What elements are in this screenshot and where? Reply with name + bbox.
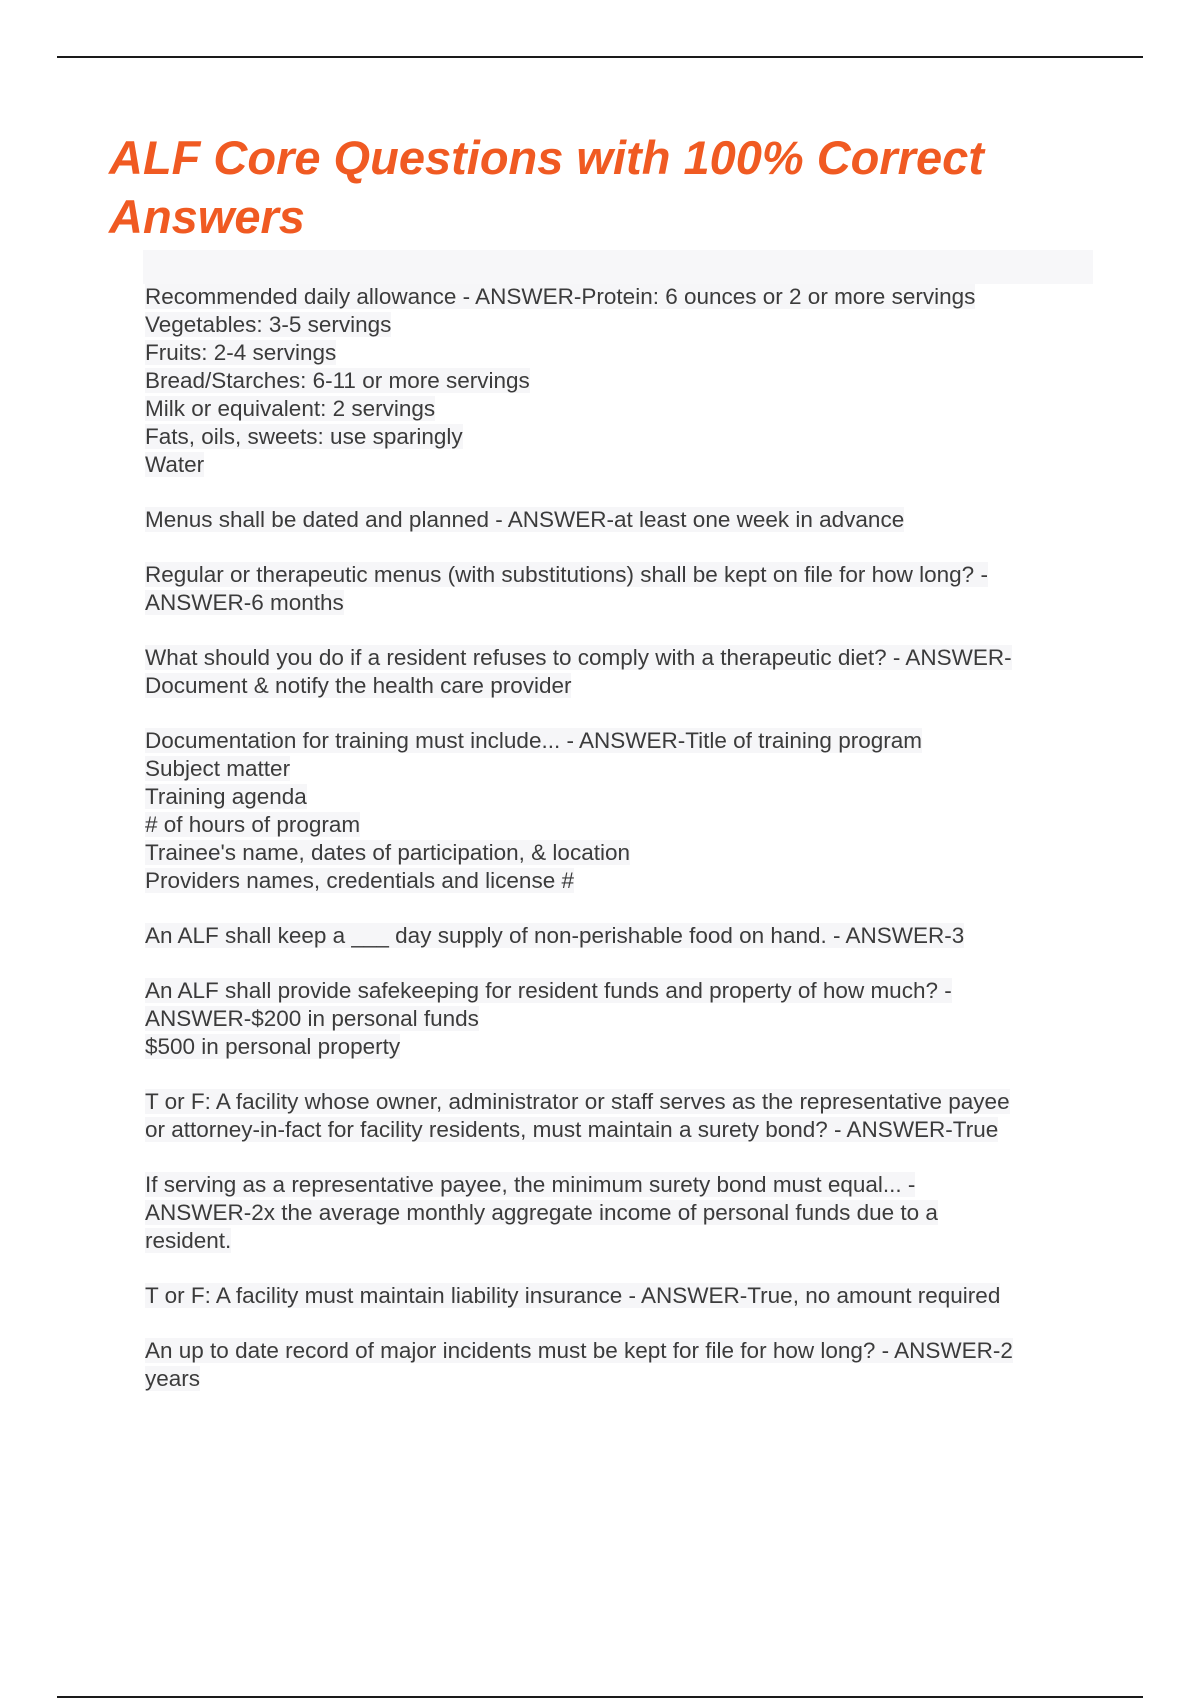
qa-line (145, 1282, 1105, 1310)
qa-line-text: or attorney-in-fact for facility residents, must maintain a surety bond? - ANSWER-True (145, 1117, 999, 1142)
qa-line-text: Training agenda (145, 784, 307, 809)
qa-line-text: An ALF shall provide safekeeping for resident funds and property of how much? - (145, 978, 952, 1003)
qa-line (145, 839, 1105, 867)
qa-line (145, 506, 1105, 534)
qa-line (145, 1033, 1105, 1061)
qa-line-text: Regular or therapeutic menus (with substitutions) shall be kept on file for how long? - (145, 562, 988, 587)
qa-line-text: An up to date record of major incidents must be kept for file for how long? - ANSWER-2 (145, 1338, 1013, 1363)
qa-line (145, 977, 1105, 1005)
qa-line-text: ANSWER-$200 in personal funds (145, 1006, 479, 1031)
qa-list (145, 283, 1105, 1420)
highlight-band (143, 250, 1093, 284)
qa-line-text: $500 in personal property (145, 1034, 401, 1059)
qa-item (145, 644, 1105, 700)
qa-line-text: Trainee's name, dates of participation, & location (145, 840, 630, 865)
qa-line-text: Water (145, 452, 205, 477)
qa-line (145, 867, 1105, 895)
qa-line (145, 311, 1105, 339)
qa-line (145, 451, 1105, 479)
qa-line (145, 922, 1105, 950)
qa-line-text: What should you do if a resident refuses to comply with a therapeutic diet? - ANSWER- (145, 645, 1012, 670)
qa-line (145, 423, 1105, 451)
qa-line (145, 339, 1105, 367)
qa-line-text: resident. (145, 1228, 232, 1253)
qa-item (145, 1171, 1105, 1255)
qa-line-text: If serving as a representative payee, the minimum surety bond must equal... - (145, 1172, 916, 1197)
qa-line (145, 1088, 1105, 1116)
document-title: ALF Core Questions with 100% Correct Answers (109, 131, 984, 243)
qa-item (145, 283, 1105, 479)
qa-line-text: Menus shall be dated and planned - ANSWER-at least one week in advance (145, 507, 905, 532)
qa-line (145, 1337, 1105, 1365)
qa-line-text: # of hours of program (145, 812, 361, 837)
qa-line-text: Document & notify the health care provider (145, 673, 572, 698)
bottom-rule (57, 1696, 1143, 1698)
qa-item (145, 1282, 1105, 1310)
qa-item (145, 506, 1105, 534)
qa-line-text: Fruits: 2-4 servings (145, 340, 337, 365)
qa-item (145, 1088, 1105, 1144)
top-rule (57, 56, 1143, 58)
qa-line (145, 395, 1105, 423)
qa-line (145, 1365, 1105, 1393)
qa-line-text: An ALF shall keep a ___ day supply of non-perishable food on hand. - ANSWER-3 (145, 923, 965, 948)
qa-item (145, 727, 1105, 895)
qa-line-text: years (145, 1366, 201, 1391)
qa-line (145, 1199, 1105, 1227)
qa-line (145, 561, 1105, 589)
qa-line (145, 1227, 1105, 1255)
qa-line-text: Recommended daily allowance - ANSWER-Protein: 6 ounces or 2 or more servings (145, 284, 976, 309)
qa-line (145, 672, 1105, 700)
qa-line-text: ANSWER-6 months (145, 590, 344, 615)
qa-line-text: Subject matter (145, 756, 291, 781)
qa-line-text: Vegetables: 3-5 servings (145, 312, 392, 337)
qa-line (145, 811, 1105, 839)
qa-line (145, 1171, 1105, 1199)
qa-line (145, 283, 1105, 311)
qa-line-text: Bread/Starches: 6-11 or more servings (145, 368, 530, 393)
qa-line (145, 1005, 1105, 1033)
qa-item (145, 561, 1105, 617)
qa-line-text: Providers names, credentials and license # (145, 868, 574, 893)
qa-item (145, 977, 1105, 1061)
qa-line (145, 1116, 1105, 1144)
qa-item (145, 922, 1105, 950)
qa-line (145, 644, 1105, 672)
qa-line-text: T or F: A facility whose owner, administrator or staff serves as the representative payee (145, 1089, 1010, 1114)
qa-line-text: Milk or equivalent: 2 servings (145, 396, 436, 421)
qa-line (145, 783, 1105, 811)
qa-line (145, 589, 1105, 617)
qa-line-text: T or F: A facility must maintain liability insurance - ANSWER-True, no amount required (145, 1283, 1001, 1308)
qa-line-text: Documentation for training must include... - ANSWER-Title of training program (145, 728, 922, 753)
qa-line (145, 727, 1105, 755)
qa-line (145, 755, 1105, 783)
qa-line (145, 367, 1105, 395)
qa-line-text: ANSWER-2x the average monthly aggregate income of personal funds due to a (145, 1200, 938, 1225)
qa-item (145, 1337, 1105, 1393)
qa-line-text: Fats, oils, sweets: use sparingly (145, 424, 463, 449)
